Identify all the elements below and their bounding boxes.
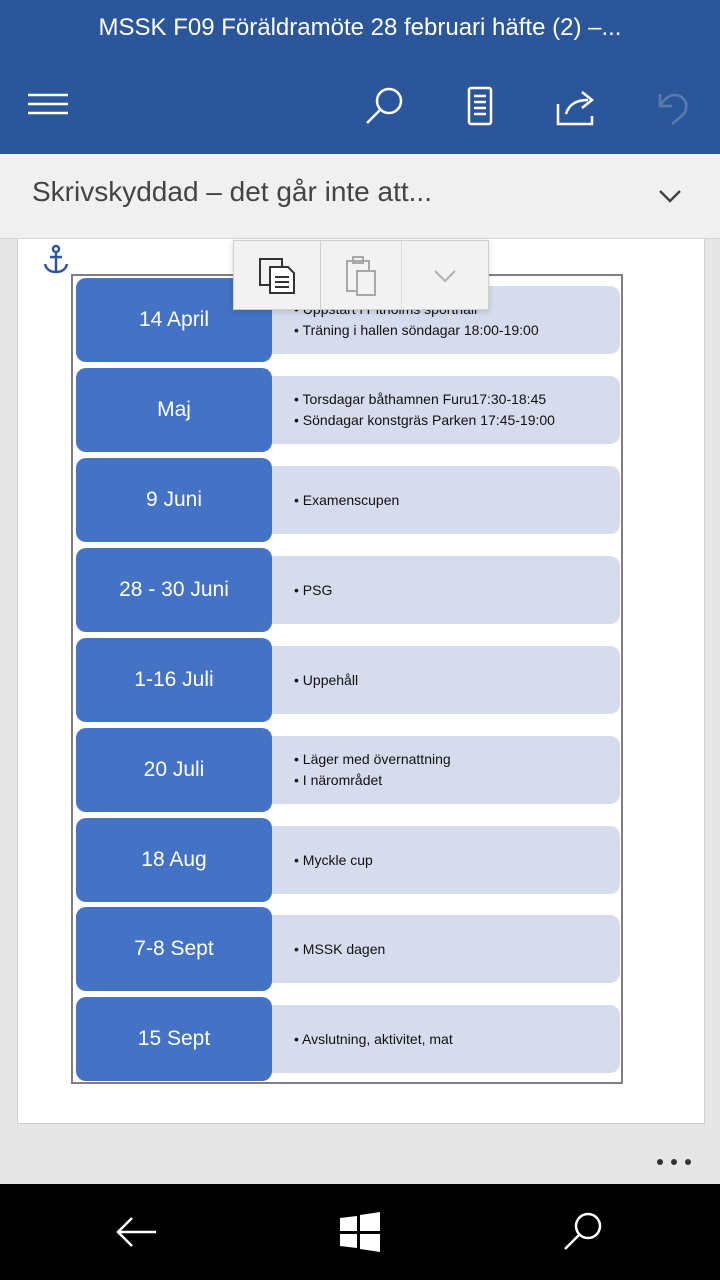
schedule-details [272,826,620,894]
schedule-row [76,638,622,722]
schedule-item: • Läger med övernattning [294,751,451,767]
schedule-details [272,915,620,983]
paste-button[interactable] [321,241,402,309]
schedule-date: 28 - 30 Juni [76,548,272,632]
schedule-row [76,368,622,452]
schedule-row [76,548,622,632]
schedule-date: 18 Aug [76,818,272,902]
schedule-date: 20 Juli [76,728,272,812]
chevron-down-icon [402,241,488,309]
document-title: MSSK F09 Föräldramöte 28 februari häfte (2) –... [98,14,622,41]
schedule-row [76,907,622,991]
search-icon[interactable] [360,82,410,132]
reading-view-icon[interactable] [455,82,505,132]
copy-icon [234,241,320,309]
schedule-date: 15 Sept [76,997,272,1081]
schedule-details [272,736,620,804]
schedule-details [272,466,620,534]
schedule-item: • I närområdet [294,772,383,788]
app-bottom-bar [0,1140,720,1184]
schedule-item: • Söndagar konstgräs Parken 17:45-19:00 [294,412,555,428]
schedule-date: 7-8 Sept [76,907,272,991]
schedule-details [272,1005,620,1073]
windows-start-icon[interactable] [336,1208,384,1256]
schedule-item: • Torsdagar båthamnen Furu17:30-18:45 [294,391,547,407]
back-arrow-icon[interactable] [112,1208,160,1256]
hamburger-menu-icon[interactable] [23,82,73,132]
popup-more-button[interactable] [402,241,488,309]
schedule-item: • MSSK dagen [294,940,386,957]
schedule-item: • Uppehåll [294,671,359,688]
read-only-message: Skrivskyddad – det går inte att... [32,176,432,207]
search-icon[interactable] [560,1208,608,1256]
paste-icon [321,241,401,309]
schedule-row [76,818,622,902]
schedule-row [76,728,622,812]
schedule-date: 1-16 Juli [76,638,272,722]
schedule-date: 9 Juni [76,458,272,542]
schedule-details [272,376,620,444]
anchor-icon[interactable] [42,244,70,276]
schedule-row [76,997,622,1081]
schedule-date: 14 April [76,278,272,362]
read-only-message-bar [0,154,720,239]
title-bar [0,0,720,154]
more-options-icon[interactable] [654,1152,694,1172]
undo-icon[interactable] [646,82,696,132]
schedule-item: • Myckle cup [294,851,373,868]
schedule-item: • Avslutning, aktivitet, mat [294,1030,453,1047]
copy-button[interactable] [234,241,321,309]
chevron-down-icon[interactable] [652,178,688,214]
schedule-item: • Examenscupen [294,491,400,508]
schedule-item: • PSG [294,581,333,598]
schedule-item: • Träning i hallen söndagar 18:00-19:00 [294,322,539,338]
schedule-details [272,556,620,624]
schedule-row [76,458,622,542]
schedule-details [272,646,620,714]
schedule-date: Maj [76,368,272,452]
clipboard-popup [233,240,489,310]
share-icon[interactable] [552,82,602,132]
